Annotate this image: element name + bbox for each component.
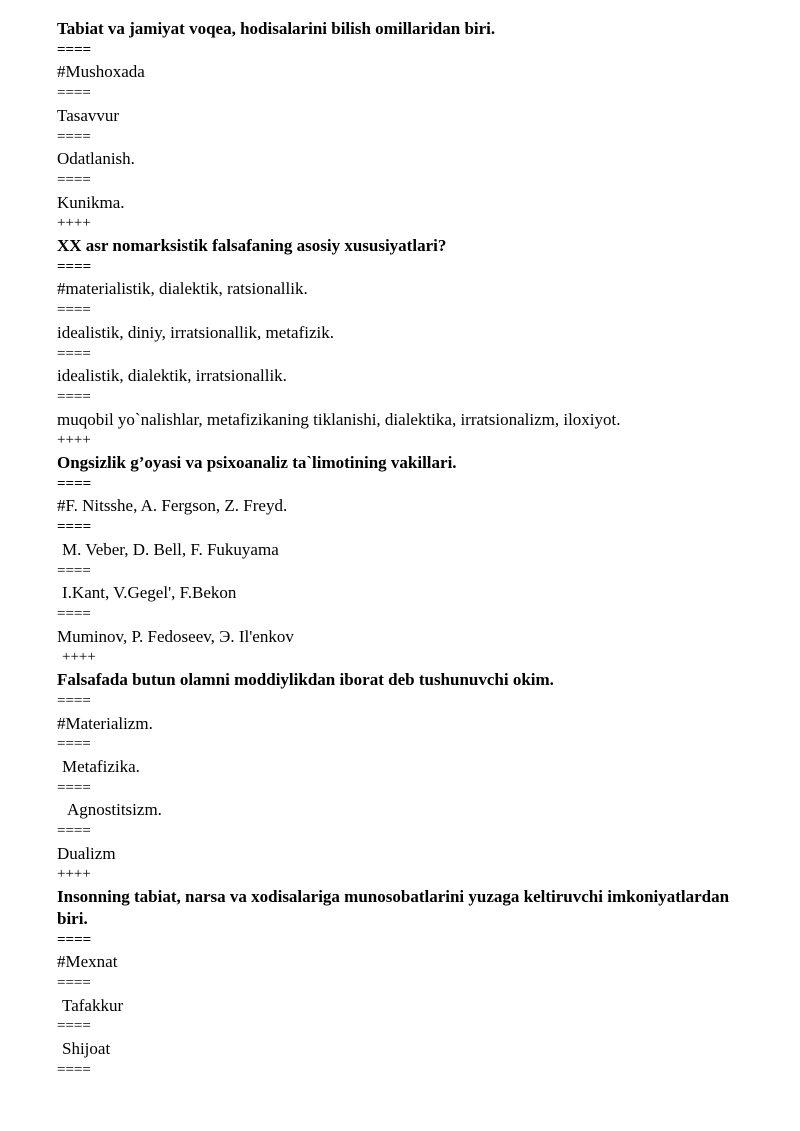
answer-option: Muminov, P. Fedoseev, Э. Il'enkov [57,626,294,646]
answer-separator: ==== [57,779,91,796]
answer-option: muqobil yo`nalishlar, metafizikaning tiklanishi, dialektika, irratsionalizm, iloxiyot. [57,409,621,429]
answer-option: Metafizika. [62,756,140,776]
test-document [57,18,757,1081]
answer-separator: ==== [57,475,92,492]
answer-separator: ==== [57,302,91,319]
answer-separator: ==== [57,85,91,102]
answer-option: Kunikma. [57,192,125,212]
answer-separator: ==== [57,974,91,991]
answer-option: Agnostitsizm. [67,800,162,820]
answer-option-correct: #F. Nitsshe, A. Fergson, Z. Freyd. [57,496,288,516]
answer-separator: ==== [57,605,91,622]
answer-separator: ==== [57,128,91,145]
question-text: Falsafada butun olamni moddiylikdan iborat deb tushunuvchi okim. [57,670,554,690]
answer-separator: ==== [57,562,91,579]
answer-separator: ==== [57,736,91,753]
answer-option: Shijoat [62,1039,111,1059]
answer-option-correct: #Mushoxada [57,62,145,82]
answer-option: Odatlanish. [57,149,135,169]
answer-separator: ==== [57,823,91,840]
answer-option: Tafakkur [62,995,124,1015]
answer-separator: ==== [57,388,91,405]
answer-option: M. Veber, D. Bell, F. Fukuyama [62,539,279,559]
answer-option-correct: #materialistik, dialektik, ratsionallik. [57,279,308,299]
answer-option-correct: #Materializm. [57,713,153,733]
answer-separator: ==== [57,258,92,275]
question-end-marker: ++++ [57,866,91,883]
answer-separator: ==== [57,171,91,188]
answer-separator: ==== [57,1018,91,1035]
answer-separator: ==== [57,519,92,536]
answer-option-correct: #Mexnat [57,952,118,972]
question-text: Tabiat va jamiyat voqea, hodisalarini bilish omillaridan biri. [57,19,496,38]
answer-option: I.Kant, V.Gegel', F.Bekon [62,583,237,603]
answer-separator: ==== [57,1061,91,1078]
answer-separator: ==== [57,345,91,362]
question-text: Ongsizlik g’oyasi va psixoanaliz ta`limotining vakillari. [57,453,457,473]
answer-separator: ==== [57,41,92,58]
question-text: Insonning tabiat, narsa va xodisalariga munosobatlarini yuzaga keltiruvchi imkoniyatlardan biri. [57,887,730,928]
answer-option: Dualizm [57,843,116,863]
question-end-marker: ++++ [57,432,91,449]
question-end-marker: ++++ [57,215,91,232]
answer-separator: ==== [57,931,92,948]
answer-separator: ==== [57,692,91,709]
answer-option: idealistik, dialektik, irratsionallik. [57,366,287,386]
question-end-marker: ++++ [62,649,96,666]
question-text: XX asr nomarksistik falsafaning asosiy xususiyatlari? [57,236,447,256]
answer-option: idealistik, diniy, irratsionallik, metafizik. [57,322,334,342]
answer-option: Tasavvur [57,105,120,125]
